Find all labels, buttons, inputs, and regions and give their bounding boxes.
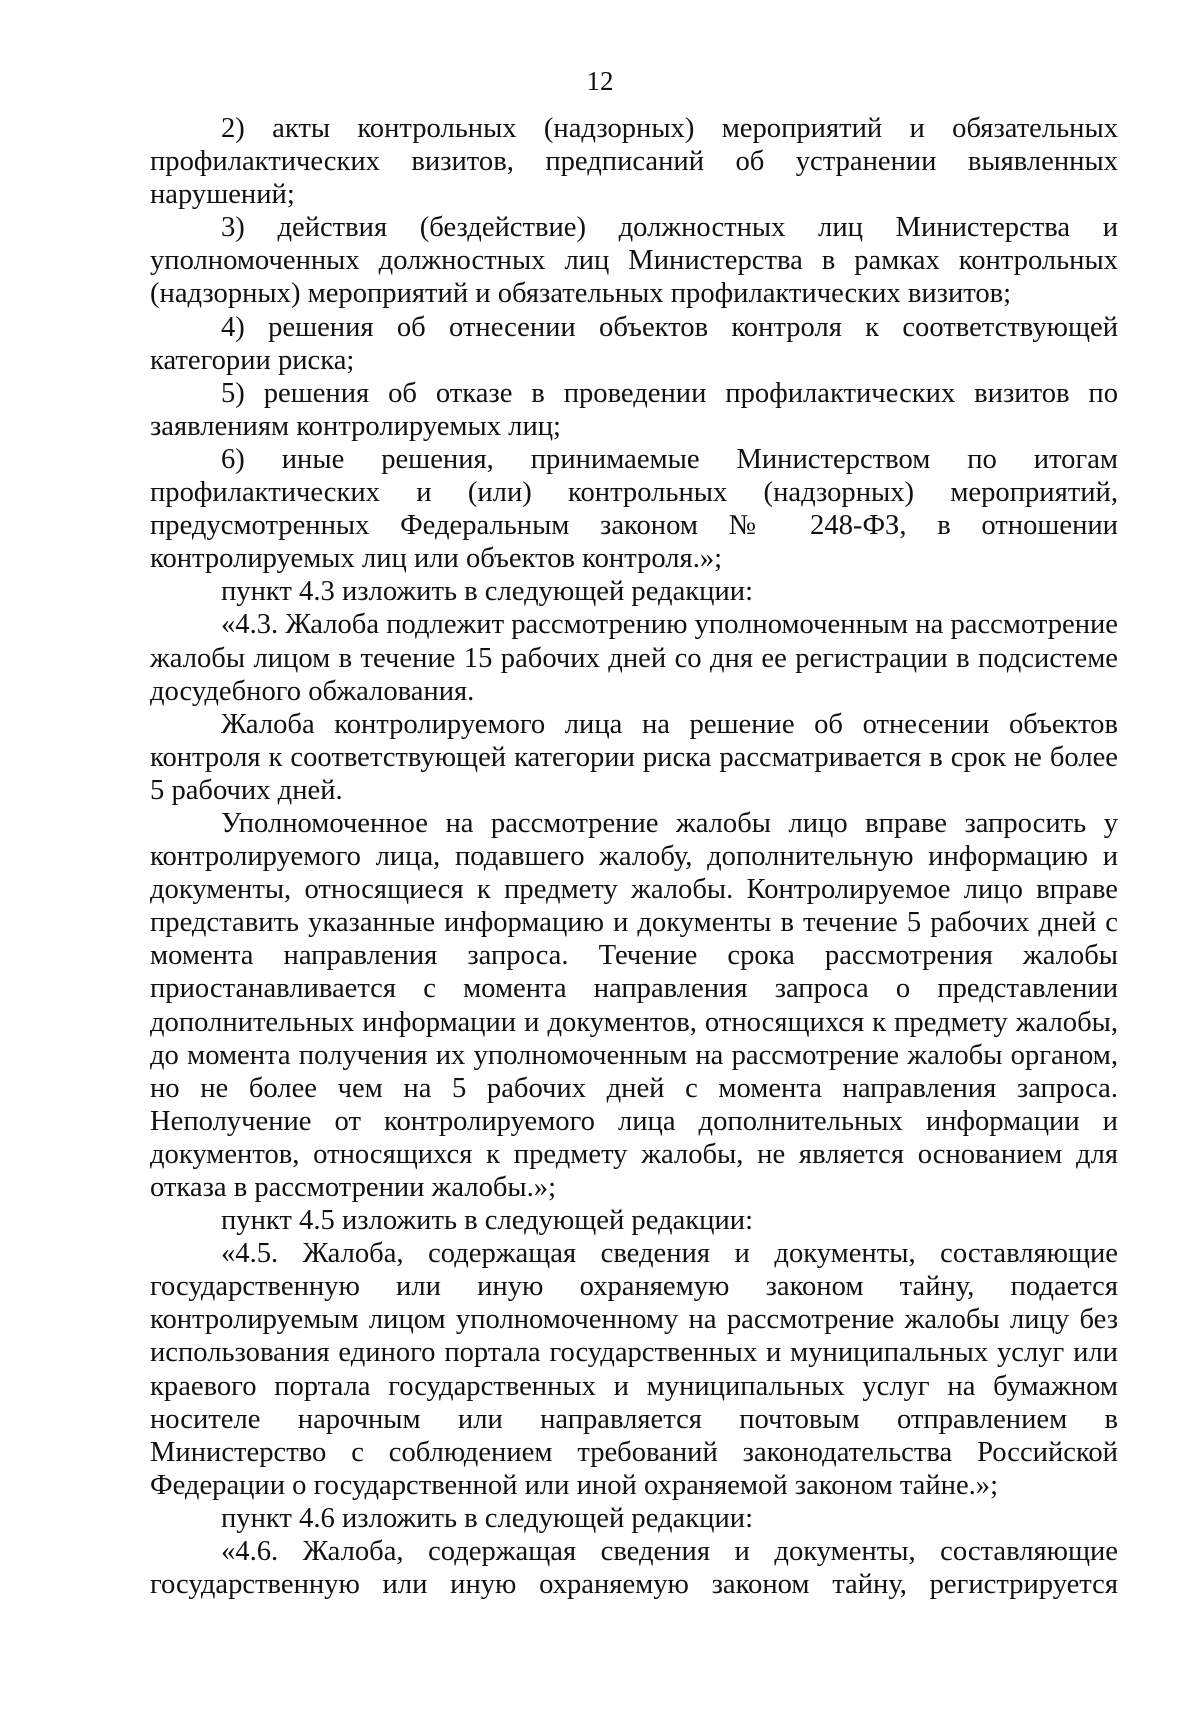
paragraph-amend-4-3-intro: пункт 4.3 изложить в следующей редакции:	[221, 576, 754, 608]
paragraph-amend-4-5-intro: пункт 4.5 изложить в следующей редакции:	[221, 1205, 754, 1237]
paragraph-amend-4-6-intro: пункт 4.6 изложить в следующей редакции:	[221, 1502, 754, 1534]
paragraph-item-5: 5) решения об отказе в проведении профилактических визитов по заявлениям контролируемых лиц;	[150, 377, 1118, 442]
paragraph-item-3: 3) действия (бездействие) должностных лиц Министерства и уполномоченных должностных лиц Министерства в рамках контрольных (надзорных) мероприятий и обязательных профилактических визитов;	[150, 212, 1118, 310]
paragraph-additional-info-request: Уполномоченное на рассмотрение жалобы лицо вправе запросить у контролируемого лица, подавшего жалобу, дополнительную информацию и документы, относящиеся к предмету жалобы. Контролируемое лицо вправе представить указанные информацию и документы в течение 5 рабочих дней с момента направления запроса. Течение срока рассмотрения жалобы приостанавливается с момента направления запроса о представлении дополнительных информации и документов, относящихся к предмету жалобы, до момента получения их уполномоченным на рассмотрение жалобы органом, но не более чем на 5 рабочих дней с момента направления запроса. Неполучение от контролируемого лица дополнительных информации и документов, относящихся к предмету жалобы, не является основанием для отказа в рассмотрении жалобы.»;	[150, 807, 1118, 1203]
document-body	[150, 112, 1118, 1601]
paragraph-item-2: 2) акты контрольных (надзорных) мероприятий и обязательных профилактических визитов, предписаний об устранении выявленных нарушений;	[150, 113, 1118, 211]
paragraph-item-6: 6) иные решения, принимаемые Министерством по итогам профилактических и (или) контрольных (надзорных) мероприятий, предусмотренных Федеральным законом № 248-ФЗ, в отношении контролируемых лиц или объектов контроля.»;	[150, 443, 1118, 575]
paragraph-item-4: 4) решения об отнесении объектов контроля к соответствующей категории риска;	[150, 311, 1118, 376]
paragraph-clause-4-5: «4.5. Жалоба, содержащая сведения и документы, составляющие государственную или иную охраняемую законом тайну, подается контролируемым лицом уполномоченному на рассмотрение жалобы лицу без использования единого портала государственных и муниципальных услуг или краевого портала государственных и муниципальных услуг на бумажном носителе нарочным или направляется почтовым отправлением в Министерство с соблюдением требований законодательства Российской Федерации о государственной или иной охраняемой законом тайне.»;	[150, 1238, 1118, 1501]
paragraph-risk-category-complaint: Жалоба контролируемого лица на решение об отнесении объектов контроля к соответствующей категории риска рассматривается в срок не более 5 рабочих дней.	[150, 708, 1118, 806]
paragraph-clause-4-3: «4.3. Жалоба подлежит рассмотрению уполномоченным на рассмотрение жалобы лицом в течение 15 рабочих дней со дня ее регистрации в подсистеме досудебного обжалования.	[150, 609, 1118, 707]
page-number: 12	[586, 66, 614, 96]
paragraph-clause-4-6: «4.6. Жалоба, содержащая сведения и документы, составляющие государственную или иную охраняемую законом тайну, регистрируется	[150, 1536, 1118, 1601]
